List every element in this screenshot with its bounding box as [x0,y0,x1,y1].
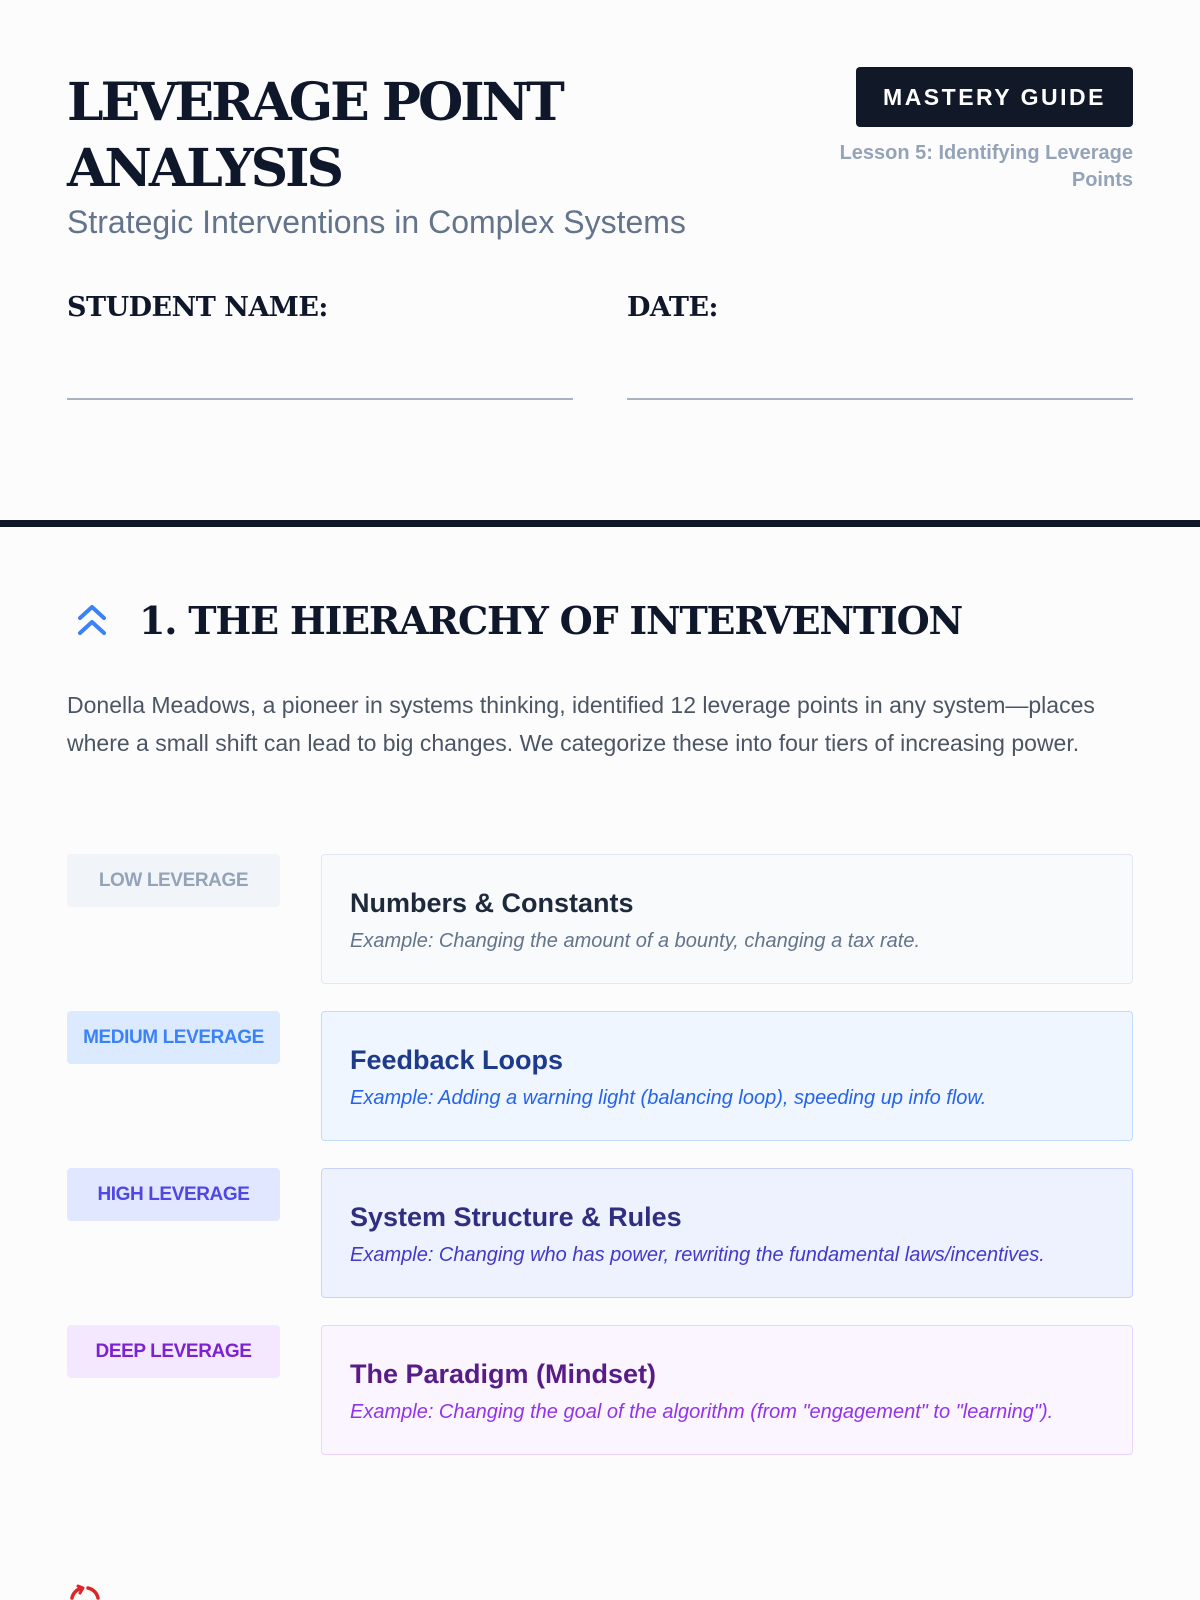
tier-name: The Paradigm (Mindset) [350,1359,657,1389]
date-field[interactable] [627,398,1133,400]
tier-name: System Structure & Rules [350,1202,682,1232]
worksheet-header [67,0,1133,520]
date-label: DATE: [627,292,719,323]
section-title: 1. THE HIERARCHY OF INTERVENTION [139,597,963,643]
tier-row-high [67,1168,1133,1298]
tier-example: Example: Adding a warning light (balancing loop), speeding up info flow. [350,1087,987,1109]
tier-name: Feedback Loops [350,1045,564,1075]
section-heading [67,595,962,645]
student-name-label: STUDENT NAME: [67,292,328,323]
tier-card [321,1011,1133,1141]
tier-row-low [67,854,1133,984]
page-subtitle: Strategic Interventions in Complex Systems [67,204,686,240]
tier-card [321,1168,1133,1298]
tier-example: Example: Changing who has power, rewriting the fundamental laws/incentives. [350,1244,1045,1266]
intro-paragraph: Donella Meadows, a pioneer in systems thinking, identified 12 leverage points in any system—places where a small shift can lead to big changes. We categorize these into four tiers of increasing power. [67,692,1095,756]
tier-example: Example: Changing the goal of the algorithm (from "engagement" to "learning"). [350,1401,1054,1423]
tier-row-medium [67,1011,1133,1141]
tier-tag: HIGH LEVERAGE [67,1168,280,1221]
header-divider [0,520,1200,527]
tier-tag: MEDIUM LEVERAGE [67,1011,280,1064]
tier-card [321,1325,1133,1455]
tier-card [321,854,1133,984]
mastery-guide-badge: MASTERY GUIDE [856,67,1133,127]
tier-tag: LOW LEVERAGE [67,854,280,907]
refresh-icon [67,1584,103,1600]
tier-row-deep [67,1325,1133,1455]
tier-tag: DEEP LEVERAGE [67,1325,280,1378]
lesson-label: Lesson 5: Identifying Leverage Points [839,142,1133,191]
tier-example: Example: Changing the amount of a bounty, changing a tax rate. [350,930,920,952]
chevrons-up-icon [67,595,117,645]
tier-name: Numbers & Constants [350,888,634,918]
page-title: LEVERAGE POINT ANALYSIS [67,72,562,199]
student-name-field[interactable] [67,398,573,400]
